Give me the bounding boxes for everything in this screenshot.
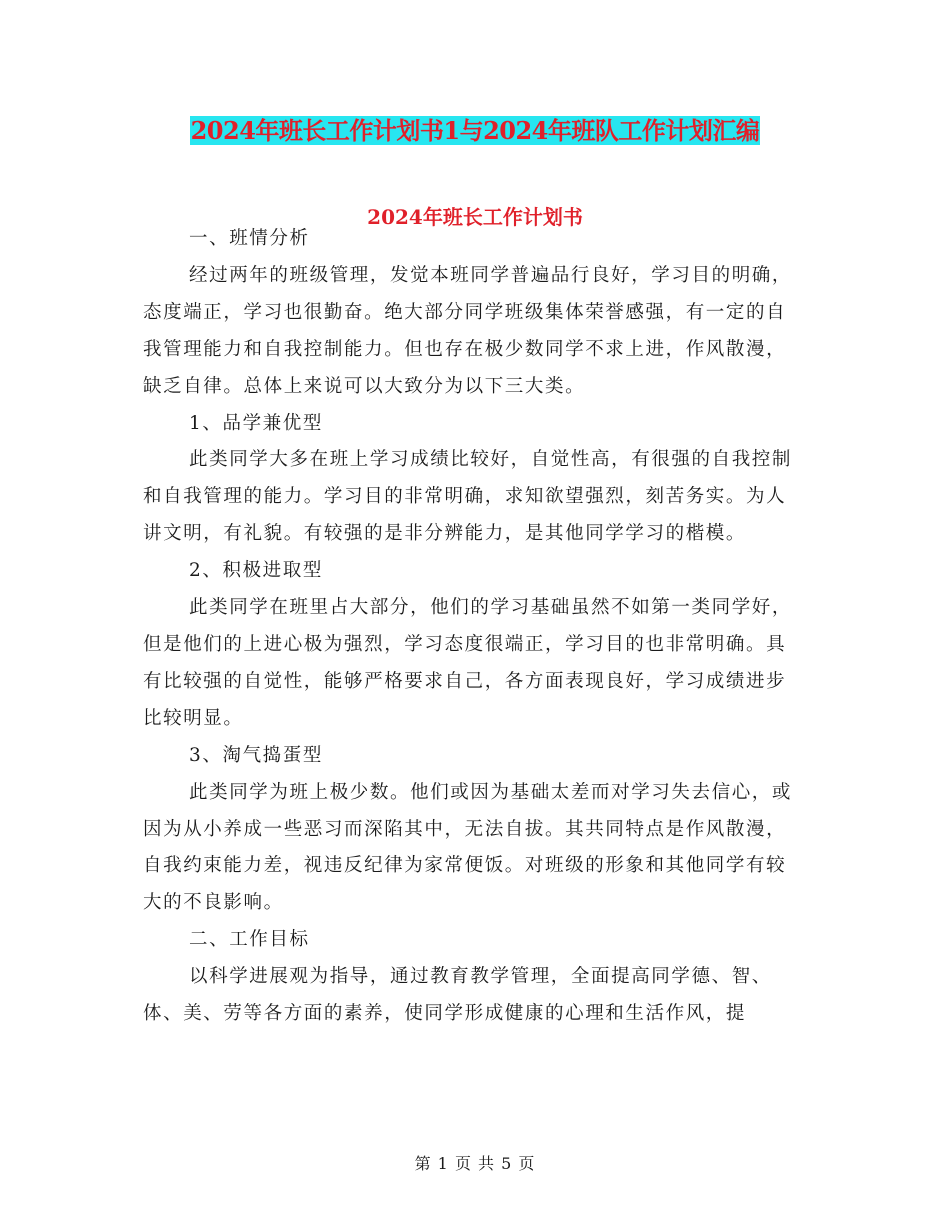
paragraph-class-overview: 经过两年的班级管理，发觉本班同学普遍品行良好，学习目的明确，态度端正，学习也很勤奋。绝大部分同学班级集体荣誉感强，有一定的自我管理能力和自我控制能力。但也存在极少数同学不求上进，作风散漫，缺乏自律。总体上来说可以大致分为以下三大类。 bbox=[143, 264, 793, 397]
paragraph-type-proactive: 此类同学在班里占大部分，他们的学习基础虽然不如第一类同学好，但是他们的上进心极为强烈，学习态度很端正，学习目的也非常明确。具有比较强的自觉性，能够严格要求自己，各方面表现良好，学习成绩进步比较明显。 bbox=[143, 597, 793, 729]
document-body bbox=[143, 221, 803, 1033]
paragraph-type-excellent: 此类同学大多在班上学习成绩比较好，自觉性高，有很强的自我控制和自我管理的能力。学习目的非常明确，求知欲望强烈，刻苦务实。为人讲文明，有礼貌。有较强的是非分辨能力，是其他同学学习的楷模。 bbox=[143, 449, 793, 545]
paragraph-type-mischievous: 此类同学为班上极少数。他们或因为基础太差而对学习失去信心，或因为从小养成一些恶习而深陷其中，无法自拔。其共同特点是作风散漫，自我约束能力差，视违反纪律为家常便饭。对班级的形象和其他同学有较大的不良影响。 bbox=[143, 781, 793, 914]
heading-class-analysis: 一、班情分析 bbox=[189, 228, 310, 249]
document-title bbox=[0, 112, 950, 150]
heading-type-mischievous: 3、淘气捣蛋型 bbox=[189, 744, 323, 766]
document-title-text: 2024年班长工作计划书1与2024年班队工作计划汇编 bbox=[190, 116, 760, 145]
heading-type-proactive: 2、积极进取型 bbox=[189, 560, 323, 582]
heading-type-excellent: 1、品学兼优型 bbox=[189, 412, 323, 434]
heading-work-goals: 二、工作目标 bbox=[189, 929, 310, 951]
section-title: 2024年班长工作计划书 bbox=[367, 205, 583, 229]
paragraph-work-goals: 以科学进展观为指导，通过教育教学管理，全面提高同学德、智、体、美、劳等各方面的素养，使同学形成健康的心理和生活作风，提 bbox=[143, 966, 772, 1025]
page-footer: 第 1 页 共 5 页 bbox=[414, 1154, 536, 1173]
